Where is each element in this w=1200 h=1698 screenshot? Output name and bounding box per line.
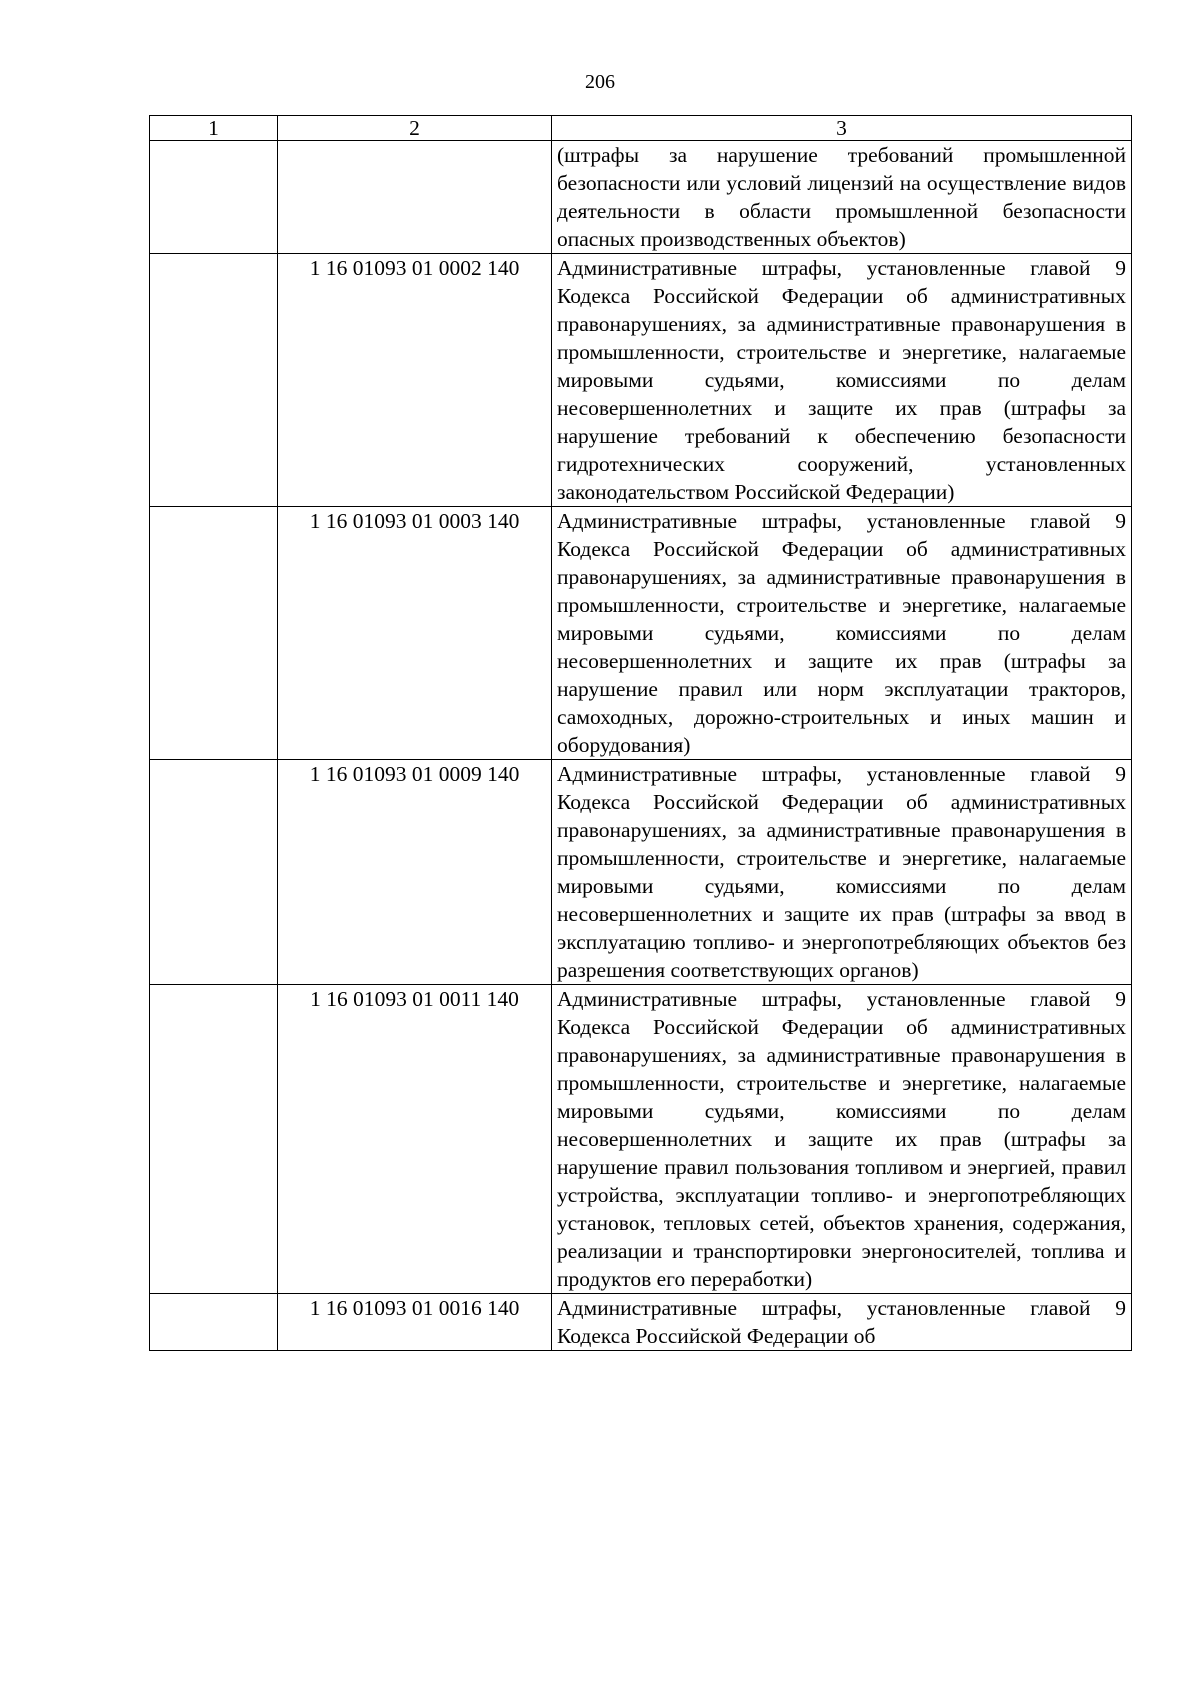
row-col1-cell <box>150 507 278 760</box>
row-description-cell: Административные штрафы, установленные главой 9 Кодекса Российской Федерации об административных правонарушениях, за административные правонарушения в промышленности, строительстве и энергетике, налагаемые мировыми судьями, комиссиями по делам несовершеннолетних и защите их прав (штрафы за ввод в эксплуатацию топливо- и энергопотребляющих объектов без разрешения соответствующих органов) <box>552 760 1132 985</box>
row-col1-cell <box>150 254 278 507</box>
row-col1-cell <box>150 760 278 985</box>
row-col1-cell <box>150 141 278 254</box>
header-col-2: 2 <box>278 116 552 141</box>
header-col-1: 1 <box>150 116 278 141</box>
table-row <box>150 141 1132 254</box>
row-description-cell: (штрафы за нарушение требований промышленной безопасности или условий лицензий на осуществление видов деятельности в области промышленной безопасности опасных производственных объектов) <box>552 141 1132 254</box>
row-code-cell: 1 16 01093 01 0009 140 <box>278 760 552 985</box>
row-code-cell <box>278 141 552 254</box>
row-col1-cell <box>150 1294 278 1351</box>
table-row <box>150 254 1132 507</box>
row-description-cell: Административные штрафы, установленные главой 9 Кодекса Российской Федерации об административных правонарушениях, за административные правонарушения в промышленности, строительстве и энергетике, налагаемые мировыми судьями, комиссиями по делам несовершеннолетних и защите их прав (штрафы за нарушение правил или норм эксплуатации тракторов, самоходных, дорожно-строительных и иных машин и оборудования) <box>552 507 1132 760</box>
row-code-cell: 1 16 01093 01 0011 140 <box>278 985 552 1294</box>
table-row <box>150 760 1132 985</box>
table-row <box>150 985 1132 1294</box>
row-col1-cell <box>150 985 278 1294</box>
row-description-cell: Административные штрафы, установленные главой 9 Кодекса Российской Федерации об <box>552 1294 1132 1351</box>
budget-classification-table <box>149 115 1132 1351</box>
header-col-3: 3 <box>552 116 1132 141</box>
row-description-cell: Административные штрафы, установленные главой 9 Кодекса Российской Федерации об административных правонарушениях, за административные правонарушения в промышленности, строительстве и энергетике, налагаемые мировыми судьями, комиссиями по делам несовершеннолетних и защите их прав (штрафы за нарушение правил пользования топливом и энергией, правил устройства, эксплуатации топливо- и энергопотребляющих установок, тепловых сетей, объектов хранения, содержания, реализации и транспортировки энергоносителей, топлива и продуктов его переработки) <box>552 985 1132 1294</box>
row-code-cell: 1 16 01093 01 0003 140 <box>278 507 552 760</box>
table-row <box>150 1294 1132 1351</box>
table-row <box>150 507 1132 760</box>
row-description-cell: Административные штрафы, установленные главой 9 Кодекса Российской Федерации об административных правонарушениях, за административные правонарушения в промышленности, строительстве и энергетике, налагаемые мировыми судьями, комиссиями по делам несовершеннолетних и защите их прав (штрафы за нарушение требований к обеспечению безопасности гидротехнических сооружений, установленных законодательством Российской Федерации) <box>552 254 1132 507</box>
page-number: 206 <box>585 71 615 93</box>
table-header-row <box>150 116 1132 141</box>
row-code-cell: 1 16 01093 01 0016 140 <box>278 1294 552 1351</box>
row-code-cell: 1 16 01093 01 0002 140 <box>278 254 552 507</box>
